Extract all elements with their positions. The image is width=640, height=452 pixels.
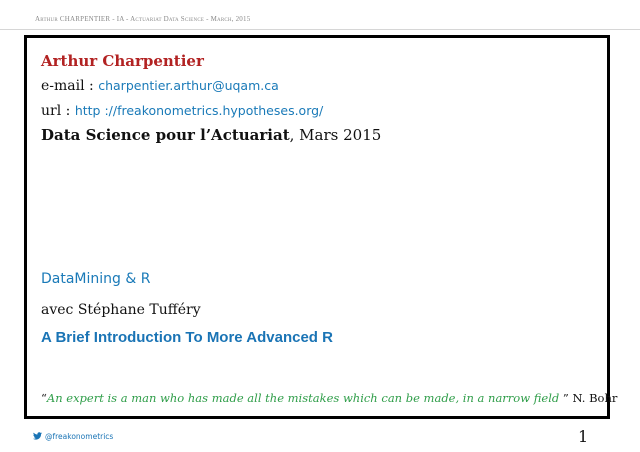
author-name: Arthur Charpentier xyxy=(41,52,204,70)
twitter-handle-link[interactable] xyxy=(33,432,113,441)
course-title: Data Science pour l’Actuariat xyxy=(41,126,290,144)
email-link[interactable]: charpentier.arthur@uqam.ca xyxy=(98,78,279,93)
url-link[interactable]: http ://freakonometrics.hypotheses.org/ xyxy=(74,103,324,118)
header-divider xyxy=(0,29,640,30)
twitter-handle: @freakonometrics xyxy=(45,432,114,441)
url-label: url : xyxy=(41,103,71,119)
course-line xyxy=(41,126,381,144)
course-date: , Mars 2015 xyxy=(289,126,382,144)
coauthor-line: avec Stéphane Tufféry xyxy=(41,302,201,318)
talk-topic: DataMining & R xyxy=(41,271,151,287)
email-line xyxy=(41,78,279,94)
running-header: Arthur CHARPENTIER - IA - Actuariat Data Science - March, 2015 xyxy=(35,15,251,23)
quote-text: An expert is a man who has made all the mistakes which can be made, in a narrow field xyxy=(46,391,560,405)
quote-open: “ xyxy=(41,391,47,405)
twitter-icon xyxy=(33,432,42,440)
quote xyxy=(41,391,617,405)
quote-attribution: ” N. Bohr xyxy=(559,391,618,405)
talk-subtitle: A Brief Introduction To More Advanced R xyxy=(41,329,333,346)
email-label: e-mail : xyxy=(41,78,94,94)
page-number: 1 xyxy=(578,427,589,446)
url-line xyxy=(41,103,323,119)
